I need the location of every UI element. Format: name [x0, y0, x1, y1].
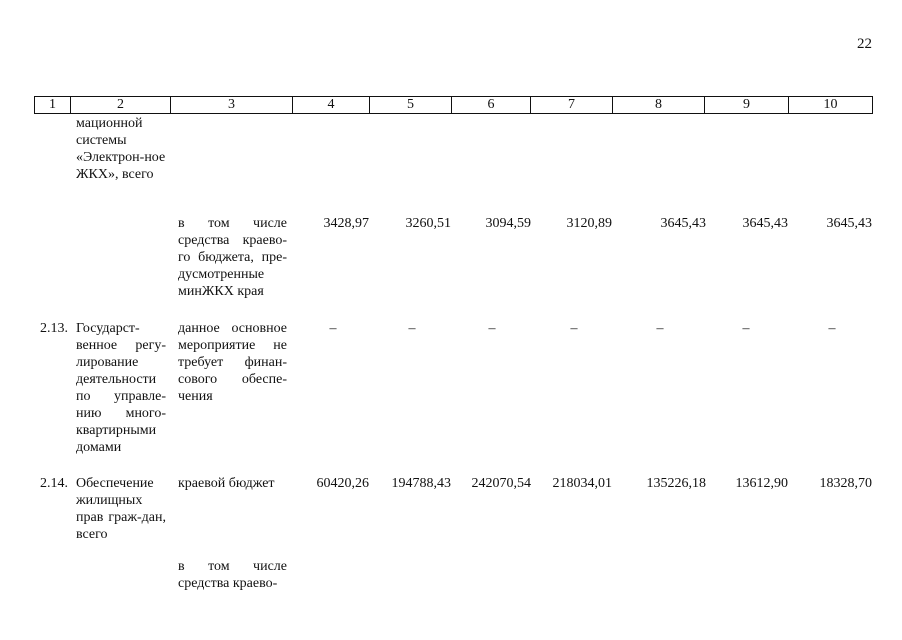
page-number: 22 — [857, 36, 872, 52]
row-source: в том числе средства краево-го бюджета, пре-дусмотренные минЖКХ края — [178, 216, 287, 299]
value-col-10: – — [828, 321, 836, 336]
header-col-4: 4 — [293, 97, 370, 114]
row-source: краевой бюджет — [178, 476, 275, 491]
header-col-5: 5 — [370, 97, 452, 114]
row-number: 2.13. — [40, 321, 68, 336]
row-number: 2.14. — [40, 476, 68, 491]
row-name: Государст-венное регу-лирование деятельности по управле-нию много-квартирными домами — [76, 321, 166, 455]
row-source: в том числе средства краево- — [178, 559, 287, 591]
value-col-7: – — [570, 321, 578, 336]
value-col-10: 3645,43 — [826, 216, 872, 231]
value-col-4: 3428,97 — [323, 216, 369, 231]
header-col-8: 8 — [613, 97, 705, 114]
header-col-3: 3 — [171, 97, 293, 114]
value-col-6: 3094,59 — [485, 216, 531, 231]
row-name: Обеспечение жилищных прав граж-дан, всего — [76, 476, 166, 542]
value-col-7: 218034,01 — [552, 476, 612, 491]
value-col-5: – — [408, 321, 416, 336]
value-col-9: – — [742, 321, 750, 336]
value-col-7: 3120,89 — [566, 216, 612, 231]
value-col-8: 3645,43 — [660, 216, 706, 231]
value-col-9: 13612,90 — [735, 476, 788, 491]
header-col-7: 7 — [531, 97, 613, 114]
header-col-6: 6 — [452, 97, 531, 114]
value-col-5: 194788,43 — [391, 476, 451, 491]
value-col-5: 3260,51 — [405, 216, 451, 231]
header-col-10: 10 — [789, 97, 873, 114]
value-col-6: 242070,54 — [471, 476, 531, 491]
value-col-8: 135226,18 — [646, 476, 706, 491]
header-col-9: 9 — [705, 97, 789, 114]
header-col-2: 2 — [71, 97, 171, 114]
column-number-header — [34, 96, 873, 114]
header-col-1: 1 — [35, 97, 71, 114]
row-source: данное основное мероприятие не требует финан-сового обеспе-чения — [178, 321, 287, 404]
value-col-10: 18328,70 — [819, 476, 872, 491]
value-col-4: – — [329, 321, 337, 336]
value-col-9: 3645,43 — [742, 216, 788, 231]
row-name: мационной системы «Электрон-ное ЖКХ», всего — [76, 116, 166, 182]
value-col-8: – — [656, 321, 664, 336]
value-col-4: 60420,26 — [316, 476, 369, 491]
value-col-6: – — [488, 321, 496, 336]
